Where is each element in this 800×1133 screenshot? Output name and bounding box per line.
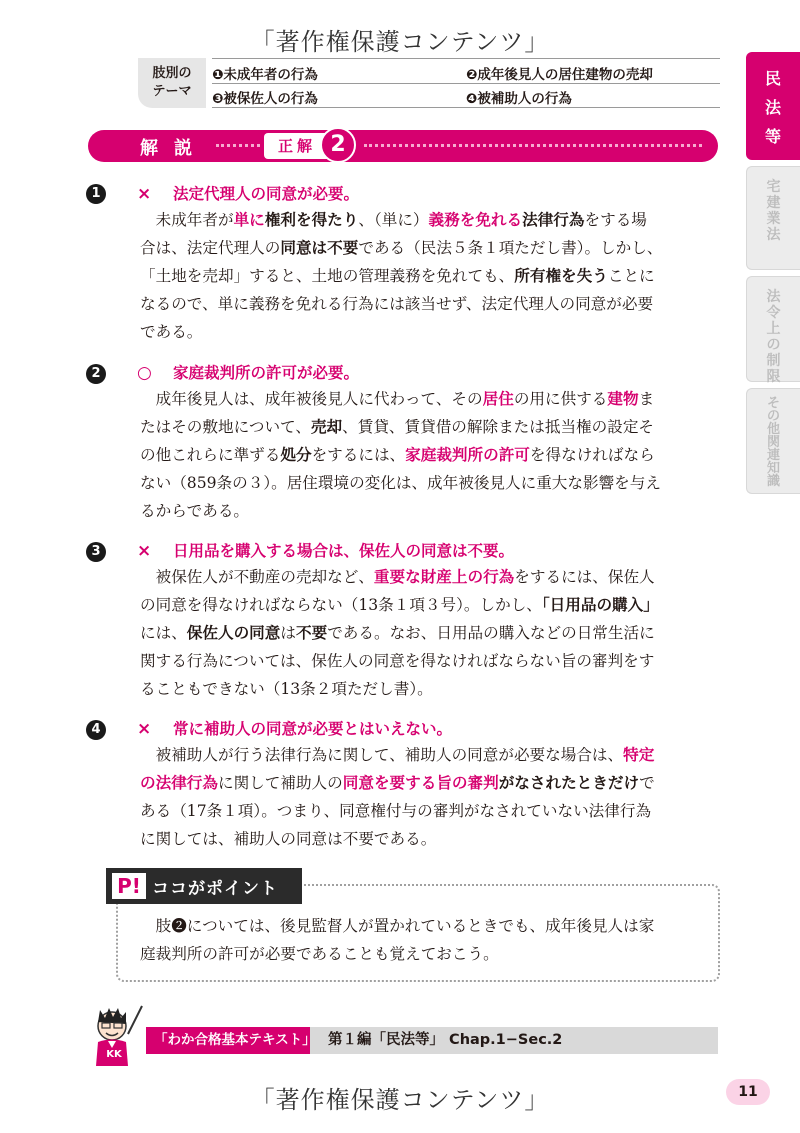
theme-box	[138, 58, 720, 108]
tab-legal-restrictions[interactable]: 法 令 上 の 制 限	[746, 276, 800, 382]
item-3-cross-mark: ×	[137, 541, 152, 561]
tab-other-knowledge[interactable]: そ の 他 関 連 知 識	[746, 388, 800, 494]
theme-item-2: ❷成年後見人の居住建物の売却	[466, 67, 653, 83]
mascot-badge: KK	[106, 1049, 122, 1060]
point-title: ココがポイント	[152, 879, 278, 899]
item-3-number: 3	[86, 542, 106, 562]
theme-divider-middle	[212, 83, 720, 84]
item-4-number: 4	[86, 720, 106, 740]
item-3-heading: 日用品を購入する場合は、保佐人の同意は不要。	[173, 542, 515, 560]
item-4-body: 被補助人が行う法律行為に関して、補助人の同意が必要な場合は、特定 の法律行為に関して補助人の同意を要する旨の審判がなされたときだけで ある（17条１項）。つまり、同意権付与の審判がなされていない法律行為 に関しては、補助人の同意は不要である。	[140, 746, 655, 848]
item-1-number: 1	[86, 184, 106, 204]
item-2-circle-mark: ○	[137, 363, 152, 383]
item-2-number: 2	[86, 364, 106, 384]
theme-item-1: ❶未成年者の行為	[212, 67, 318, 83]
item-4-cross-mark: ×	[137, 719, 152, 739]
point-text: 肢❷については、後見監督人が置かれているときでも、成年後見人は家 庭裁判所の許可が必要であることも覚えておこう。	[140, 917, 655, 963]
item-1-cross-mark: ×	[137, 184, 152, 204]
copyright-watermark-bottom: 「著作権保護コンテンツ」	[250, 1086, 550, 1114]
copyright-watermark-top: 「著作権保護コンテンツ」	[250, 28, 550, 56]
item-2-heading: 家庭裁判所の許可が必要。	[173, 364, 360, 382]
item-1-body: 未成年者が単に権利を得たり、（単に）義務を免れる法律行為をする場 合は、法定代理人の同意は不要である（民法５条１項ただし書）。しかし、 「土地を売却」すると、土地の管理義務を免れても、所有権を失うことに なるので、単に義務を免れる行為には該当せず、法定代理人の同意が必要 である。	[140, 211, 663, 341]
reference-label: 「わか合格基本テキスト」	[146, 1027, 310, 1054]
item-3-body: 被保佐人が不動産の売却など、重要な財産上の行為をするには、保佐人 の同意を得なければならない（13条１項３号）。しかし、「日用品の購入」 には、保佐人の同意は不要である。なお、日用品の購入などの日常生活に 関する行為については、保佐人の同意を得なければならない旨の審判をす ることもできない（13条２項ただし書）。	[140, 568, 659, 698]
item-2-body: 成年後見人は、成年被後見人に代わって、その居住の用に供する建物ま たはその敷地について、売却、賃貸、賃貸借の解除または抵当権の設定そ の他これらに準ずる処分をするには、家庭裁判所の許可を得なければなら ない（859条の３）。居住環境の変化は、成年被後見人に重大な影響を与え るからである。	[140, 390, 661, 520]
reference-text: 第１編「民法等」 Chap.1−Sec.2	[328, 1032, 563, 1048]
point-icon: P!	[112, 873, 146, 899]
explanation-title: 解説	[140, 138, 208, 159]
tab-civil-law[interactable]: 民 法 等	[746, 52, 800, 160]
bar-dots-right	[364, 144, 702, 147]
theme-divider-bottom	[212, 107, 720, 108]
theme-label: 肢別の テーマ	[138, 58, 206, 108]
tab-real-estate-business-law[interactable]: 宅 建 業 法	[746, 166, 800, 270]
theme-item-4: ❹被補助人の行為	[466, 91, 572, 107]
point-header	[106, 868, 302, 904]
item-4-heading: 常に補助人の同意が必要とはいえない。	[173, 720, 453, 738]
theme-divider-top	[212, 58, 720, 59]
answer-number-badge: 2	[320, 127, 356, 163]
answer-label: 正解	[264, 133, 350, 159]
explanation-header-bar	[88, 130, 718, 162]
page-number: 11	[726, 1079, 770, 1105]
bar-dots-left	[216, 144, 260, 147]
item-1-heading: 法定代理人の同意が必要。	[173, 185, 360, 203]
theme-item-3: ❸被保佐人の行為	[212, 91, 318, 107]
